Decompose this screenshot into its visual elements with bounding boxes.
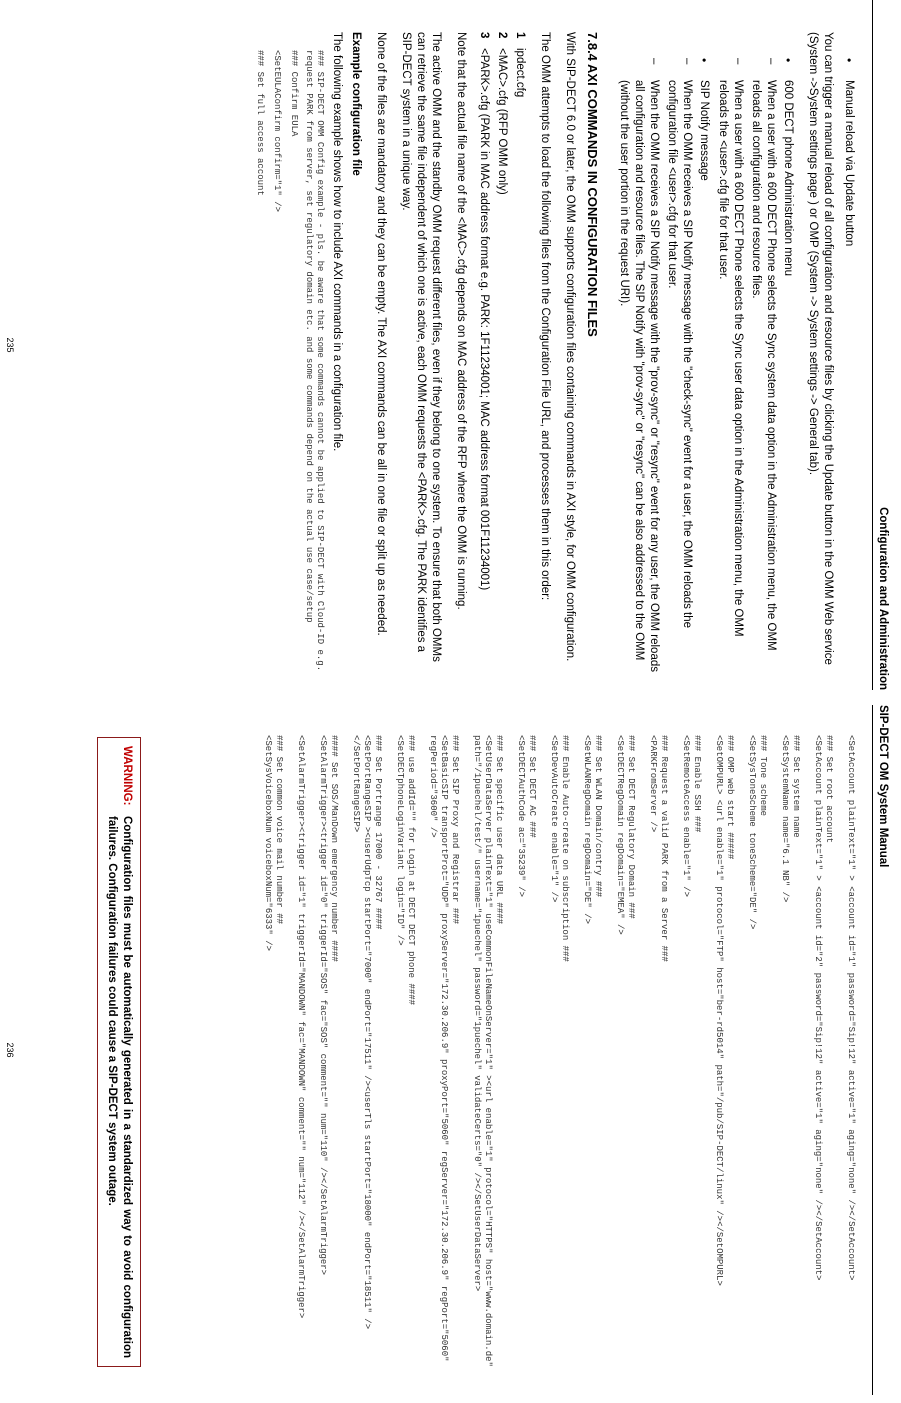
dash-item: – When a user with a 600 DECT Phone selects the Sync system data option in the Administration menu, the OMM reloads all configuration and resource files. bbox=[748, 58, 778, 672]
code-gap bbox=[801, 735, 812, 1385]
bullet-600-dect bbox=[715, 32, 795, 672]
code-gap bbox=[636, 735, 647, 1385]
code-line: ### Request a valid PARK from a Server ### bbox=[659, 735, 669, 962]
code-gap bbox=[603, 735, 614, 1385]
file-list-item bbox=[494, 32, 509, 672]
code-gap bbox=[537, 735, 548, 1385]
code-line: <SetDECTRegDomain regDomain="EMEA" /> bbox=[615, 735, 625, 935]
code-gap bbox=[284, 735, 295, 1385]
code-line: <SetAlarmTrigger><trigger id="1" triggerId="MANDOWN" fac="MANDOWN" comment="" num="112" /></SetAlarmTrigger> bbox=[296, 735, 306, 1319]
page-body bbox=[254, 32, 856, 677]
bullet-text: 600 DECT phone Administration menu bbox=[782, 80, 794, 277]
file-list-item bbox=[476, 32, 491, 672]
code-gap bbox=[383, 735, 394, 1385]
page-number: 236 bbox=[5, 1042, 15, 1058]
example-intro: The following example shows how to include AXI commands in a configuration file. bbox=[331, 32, 343, 452]
code-line: #### Set SOS/ManDown emergency number #### bbox=[329, 735, 339, 962]
code-line: <SetAlarmTrigger><trigger id="0" triggerId="SOS" fac="SOS" comment="" num="110" /></SetAlarmTrigger> bbox=[318, 735, 328, 1276]
code-gap bbox=[570, 735, 581, 1385]
page-header: SIP-DECT OM System Manual bbox=[872, 705, 889, 1395]
code-line: ### Confirm EULA bbox=[289, 50, 299, 137]
code-line: ### Set SIP Proxy and Registrar ### bbox=[450, 735, 460, 925]
bullet-text: Manual reload via Update button bbox=[843, 80, 855, 247]
file-name: ipdect.cfg bbox=[514, 48, 526, 98]
page-number: 235 bbox=[5, 337, 15, 353]
file-name: <MAC>.cfg (RFP OMM only) bbox=[496, 48, 508, 195]
code-line: <SetPortRangeSIP ><userUdpTcp startPort="7000" endPort="17511" /><userTls startPort="18000" endPort="18511" /></SetPortRangeSIP> bbox=[351, 735, 372, 1330]
warning-box bbox=[97, 737, 141, 1367]
code-line: ### Set Portrange 17000 - 32767 #### bbox=[373, 735, 383, 930]
warning-label: WARNING: bbox=[121, 746, 133, 806]
page-236 bbox=[1, 705, 901, 1395]
page-235 bbox=[1, 0, 901, 690]
code-line: ### Enable Auto-create on subscription ### bbox=[560, 735, 570, 962]
code-line: ### SIP-DECT OMM Config example - pls. be aware that some commands cannot be applied to SIP-DECT with Cloud-ID e.g. request PARK from server, set regulatory domain etc. and some commands depend on the actual use case/setup bbox=[304, 50, 325, 677]
code-line: ### Set specific user data URL #### bbox=[494, 735, 504, 925]
warning-text: Configuration files must be automatically generated in a standardized way to avoid configuration failures. Configuration failures could cause a SIP-DECT system outage. bbox=[106, 816, 133, 1358]
code-line: <SetSysVoiceboxNum voiceboxNum="6333" /> bbox=[263, 735, 273, 952]
note-paragraph: None of the files are mandatory and they can be empty. The AXI commands can be all in one file or split up as needed. bbox=[375, 32, 387, 636]
code-line: <SetUserDataServer plainText="1" useCommonFileNameOnServer="1" ><url enable="1" protocol="HTTPS" host="www.domain.de" path="/1puechel/test/" username="1puechel" password="1puechel" validateCerts="0" /></SetUserDataServer> bbox=[472, 735, 493, 1373]
dash-item: – When a user with a 600 DECT Phone selects the Sync user data option in the Administration menu, the OMM reloads the <user>.cfg file for that user. bbox=[715, 58, 745, 672]
bullet-sip-notify bbox=[616, 32, 711, 672]
file-number: 1 bbox=[514, 32, 526, 39]
section-paragraph: With SIP-DECT 6.0 or later, the OMM supports configuration files containing commands in AXI style, for OMM configuration. bbox=[564, 32, 576, 662]
code-gap bbox=[504, 735, 515, 1385]
code-gap bbox=[339, 735, 350, 1385]
file-number: 3 bbox=[478, 32, 490, 39]
code-line: <SetDECTphoneLoginVariant login="ID" /> bbox=[395, 735, 405, 946]
bullet-text: SIP Notify message bbox=[698, 80, 710, 181]
dash-list bbox=[715, 80, 778, 672]
code-line: ### Set root account bbox=[824, 735, 834, 844]
code-gap bbox=[460, 735, 471, 1385]
code-line: <SetBasicSIP transportProt="UDP" proxyServer="172.30.206.9" proxyPort="5060" regServer="172.30.206.9" regPort="5060" regPeriod="3600" /> bbox=[428, 735, 449, 1367]
code-line: <SetEULAConfirm confirm="1" /> bbox=[272, 50, 282, 213]
file-number: 2 bbox=[496, 32, 508, 39]
section-paragraph: The OMM attempts to load the following files from the Configuration File URL, and processes them in this order: bbox=[539, 32, 551, 601]
code-line: ### use addId="" for Login at DECT DECT phone #### bbox=[406, 735, 416, 1006]
bullet-list bbox=[841, 32, 856, 672]
note-paragraph: Note that the actual file name of the <MAC>.cfg depends on MAC address of the RFP where the OMM is running. bbox=[455, 32, 467, 610]
code-line: <SetDevAutoCreate enable="1" /> bbox=[549, 735, 559, 903]
code-gap bbox=[834, 735, 845, 1385]
dash-list bbox=[616, 80, 694, 672]
code-line: ### Set common voice mail number ## bbox=[274, 735, 284, 925]
code-gap bbox=[768, 735, 779, 1385]
code-line: <SetRemoteAccess enable="1" /> bbox=[681, 735, 691, 898]
code-line: <SetAccount plainText="1" > <account id="2" password="Sip!12" active="1" aging="none" /></SetAccount> bbox=[813, 735, 823, 1281]
dash-item: – When the OMM receives a SIP Notify message with the "check-sync" event for a user, the OMM reloads the configuration file <user>.cfg for that user. bbox=[664, 58, 694, 672]
code-line: ### Set full access account bbox=[255, 50, 265, 196]
code-gap bbox=[669, 735, 680, 1385]
dash-item: – When the OMM receives a SIP Notify message with the "prov-sync" or "resync" event for any user, the OMM reloads all configuration and resource files. The SIP Notify with "prov-sync" or "resync" can be also addressed to the OMM (without the user portion in the request URI). bbox=[616, 58, 661, 672]
code-line: ### Enable SSH ### bbox=[692, 735, 702, 833]
manual-reload-paragraph: You can trigger a manual reload of all configuration and resource files by clicking the Update button in the OMM Web service (System ->System settings page ) or OMP (System -> System settings -> General tab). bbox=[807, 32, 834, 665]
code-gap bbox=[735, 735, 746, 1385]
code-line: ### Set DECT AC ### bbox=[527, 735, 537, 838]
section-heading: 7.8.4 AXI COMMANDS IN CONFIGURATION FILES bbox=[585, 32, 600, 337]
note-paragraph: The active OMM and the standby OMM request different files, even if they belong to one system. To ensure that both OMMs can retrieve the same file independent of which one is active, each OMM requests the <PARK>.cfg. The PARK identifies a SIP-DECT system in a unique way. bbox=[400, 32, 442, 662]
bullet-list-2 bbox=[616, 32, 795, 672]
bullet-manual-reload bbox=[841, 32, 856, 672]
file-name: <PARK>.cfg (PARK in MAC address format e.g. PARK: 1F11234001; MAC address format 001F11234001) bbox=[478, 48, 490, 591]
code-line: ### Set system name bbox=[791, 735, 801, 838]
code-gap bbox=[416, 735, 427, 1385]
code-block bbox=[254, 50, 325, 677]
code-line: <SetSysToneScheme toneScheme="DE" /> bbox=[747, 735, 757, 930]
code-gap bbox=[702, 735, 713, 1385]
code-line: <SetWLANRegDomain regDomain="DE" /> bbox=[582, 735, 592, 925]
code-line: <SetOMPURL> <url enable="1" protocol="FTP" host="ber-rd5014" path="/pub/SIP-DECT/linux" /></SetOMPURL> bbox=[714, 735, 724, 1286]
code-line: ### Tone scheme bbox=[758, 735, 768, 817]
code-line: ### Set WLAN Domain/contry ### bbox=[593, 735, 603, 898]
code-line: <SetAccount plainText="1" > <account id="1" password="Sip!12" active="1" aging="none" /></SetAccount> bbox=[846, 735, 856, 1281]
code-line: <SetSystemName name="6.1 NB" /> bbox=[780, 735, 790, 903]
file-list-item bbox=[512, 32, 527, 672]
code-block bbox=[262, 735, 856, 1385]
code-line: ### OMP web start ##### bbox=[725, 735, 735, 860]
example-heading: Example configuration file bbox=[350, 32, 362, 176]
code-line: ### Set DECT Regulatory Domain ### bbox=[626, 735, 636, 919]
code-line: <PARKFromServer /> bbox=[648, 735, 658, 833]
code-line: <SetDECTAuthCode ac="35239" /> bbox=[516, 735, 526, 898]
code-gap bbox=[306, 735, 317, 1385]
file-list bbox=[476, 32, 527, 672]
page-header: Configuration and Administration bbox=[872, 0, 889, 690]
